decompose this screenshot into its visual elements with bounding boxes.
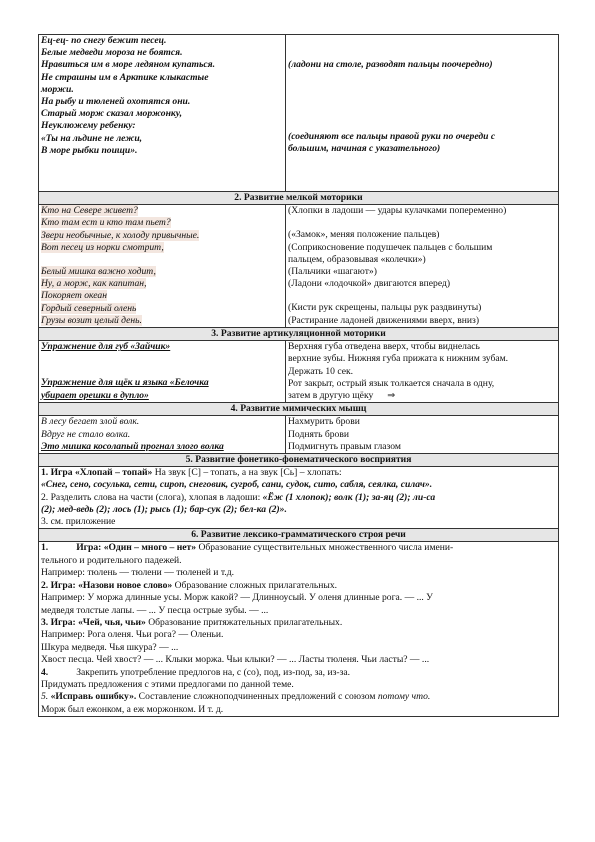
poem-line: Кто там ест и кто там пьет? (41, 217, 171, 229)
poem-line: Кто на Севере живет? (41, 205, 138, 217)
game-desc-cont: тельного и родительного падежей. (41, 554, 182, 566)
mimic-action-cell (286, 416, 559, 454)
mimic-line: Вдруг не стало волка. (41, 428, 131, 440)
item-number: 1. (41, 542, 49, 554)
poem-line: Старый морж сказал моржонку, (41, 108, 182, 120)
fine-motor-row (39, 205, 559, 328)
poem-line: Грузы возит целый день. (41, 314, 142, 326)
mimic-line: Это мишка косолапый прогнал злого волка (41, 440, 224, 452)
action-line: (Соприкосновение подушечек пальцев с большим (288, 241, 493, 253)
phonemic-row (39, 467, 559, 529)
poem-line: Не страшны им в Арктике клыкастые (41, 71, 209, 83)
poem-line: Звери необычные, к холоду привычные. (41, 229, 200, 241)
poem-line: Белые медведи мороза не боятся. (41, 47, 183, 59)
section-title-grammar: 6. Развитие лексико-грамматического строя речи (39, 529, 559, 542)
poem-line: В море рыбки поищи». (41, 144, 138, 156)
conjunction: потому что. (377, 691, 431, 703)
item-number: 4. (41, 666, 49, 678)
action-line: («Замок», меняя положение пальцев) (288, 229, 440, 241)
example-line: медведя толстые лапы. — ... У песца острые зубы. — ... (41, 604, 269, 616)
example-line: Например: Рога оленя. Чьи рога? — Оленьи. (41, 629, 224, 641)
fine-motor-poem-cell (39, 205, 286, 328)
section-title-articulation: 3. Развитие артикуляционной моторики (39, 328, 559, 341)
section-title-fine-motor: 2. Развитие мелкой моторики (39, 192, 559, 205)
syllable-examples: «Ёж (1 хлопок); волк (1); за-яц (2); ли-са (262, 491, 436, 503)
mimic-action: Нахмурить брови (288, 416, 360, 428)
game-title: 1. Игра «Хлопай – топай» (41, 467, 153, 479)
poem-line: моржи. (41, 83, 74, 95)
section-title-mimic: 4. Развитие мимических мышц (39, 403, 559, 416)
mimic-text-cell (39, 416, 286, 454)
action-line: (Пальчики «шагают») (288, 266, 377, 278)
fine-motor-actions-cell (286, 205, 559, 328)
poem-line: Неуклюжему ребенку: (41, 120, 136, 132)
mimic-action: Поднять брови (288, 428, 349, 440)
example-line: Например: тюлень — тюлени — тюленей и т.д. (41, 567, 234, 579)
game-title: 3. Игра: «Чей, чья, чьи» (41, 616, 146, 628)
game-desc: На звук [С] – топать, а на звук [Сь] – хлопать: (152, 467, 342, 479)
right-arrow-icon: ⇒ (387, 390, 396, 402)
task-text-cont: Придумать предложения с этими предлогами по данной теме. (41, 678, 294, 690)
desc-line: затем в другую щёку (288, 390, 374, 402)
section-title-phonemic: 5. Развитие фонетико-фонематического восприятия (39, 454, 559, 467)
action-line: (Растирание ладоней движениями вверх, вниз) (288, 314, 480, 326)
example-line: Хвост песца. Чей хвост? — ... Клыки моржа. Чьи клыки? — ... Ласты тюленя. Чьи ласты? — ... (41, 654, 430, 666)
poem-line: «Ты на льдине не лежи, (41, 132, 143, 144)
exercise-lips: Упражнение для губ «Зайчик» (41, 341, 171, 353)
intro-notes-cell (286, 35, 559, 192)
task-text: 2. Разделить слова на части (слога), хлопая в ладоши: (41, 491, 263, 503)
intro-note: большим, начиная с указательного) (288, 143, 441, 155)
item-number: 5. (41, 691, 51, 703)
poem-line: Покоряет океан (41, 290, 107, 302)
articulation-exercises-cell (39, 341, 286, 403)
poem-line: Белый мишка важно ходит, (41, 266, 156, 278)
task-text: Закрепить употребление предлогов на, с (со), под, из-под, за, из-за. (76, 666, 351, 678)
mimic-row (39, 416, 559, 454)
grammar-row (39, 542, 559, 717)
syllable-examples-cont: (2); мед-ведь (2); лось (1); рысь (1); бар-сук (2); бел-ка (2)». (41, 503, 287, 515)
game-desc: Образование притяжательных прилагательных. (145, 616, 343, 628)
desc-line: верхние зубы. Нижняя губа прижата к нижним зубам. (288, 353, 509, 365)
action-line: пальцем, образовывая «колечки») (288, 253, 426, 265)
mimic-line: В лесу бегает злой волк. (41, 416, 140, 428)
intro-note: (ладони на столе, разводят пальцы поочередно) (288, 59, 493, 70)
desc-line: Держать 10 сек. (288, 365, 354, 377)
desc-line: Верхняя губа отведена вверх, чтобы виднелась (288, 341, 480, 353)
action-line: (Ладони «лодочкой» двигаются вперед) (288, 278, 451, 290)
action-line: (Хлопки в ладоши — удары кулачками попеременно) (288, 205, 507, 217)
intro-note: (соединяют все пальцы правой руки по очереди с (288, 131, 496, 143)
poem-line: Нравиться им в море ледяном купаться. (41, 59, 216, 71)
action-line: (Кисти рук скрещены, пальцы рук раздвинуты) (288, 302, 482, 314)
game-title: «Исправь ошибку». (50, 691, 137, 703)
intro-poem-cell (39, 35, 286, 192)
game-desc: Образование существительных множественного числа имени- (196, 542, 454, 554)
game-desc: Образование сложных прилагательных. (172, 579, 338, 591)
poem-line: Вот песец из норки смотрит, (41, 241, 164, 253)
grammar-cell (39, 542, 559, 717)
game-title: 2. Игра: «Назови новое слово» (41, 579, 173, 591)
example-line: Например: У моржа длинные усы. Морж какой? — Длинноусый. У оленя длинные рога. — ... У (41, 592, 433, 604)
articulation-row (39, 341, 559, 403)
example-line: Шкура медведя. Чья шкура? — ... (41, 641, 179, 653)
desc-line: Рот закрыт, острый язык толкается сначала в одну, (288, 377, 495, 389)
appendix-ref: 3. см. приложение (41, 516, 116, 528)
poem-line: На рыбу и тюленей охотятся они. (41, 96, 191, 108)
poem-line: Ну, а морж, как капитан, (41, 278, 147, 290)
poem-line: Ец-ец- по снегу бежит песец. (41, 35, 167, 46)
mimic-action: Подмигнуть правым глазом (288, 440, 401, 452)
intro-row (39, 35, 559, 192)
articulation-desc-cell (286, 341, 559, 403)
word-list: «Снег, сено, сосулька, сети, сироп, снеговик, сугроб, сани, судок, сито, сабля, сеялка, силач». (41, 479, 433, 491)
lesson-table (38, 34, 559, 717)
phonemic-cell (39, 467, 559, 529)
task-text: Составление сложноподчиненных предложений с союзом (136, 691, 378, 703)
example-line: Морж был ежонком, а еж моржонком. И т. д. (41, 703, 224, 715)
poem-line: Гордый северный олень (41, 302, 137, 314)
exercise-cheeks: Упражнение для щёк и языка «Белочка (41, 377, 209, 389)
game-title: Игра: «Один – много – нет» (76, 542, 197, 554)
exercise-cheeks-cont: убирает орешки в дупло» (41, 389, 149, 401)
